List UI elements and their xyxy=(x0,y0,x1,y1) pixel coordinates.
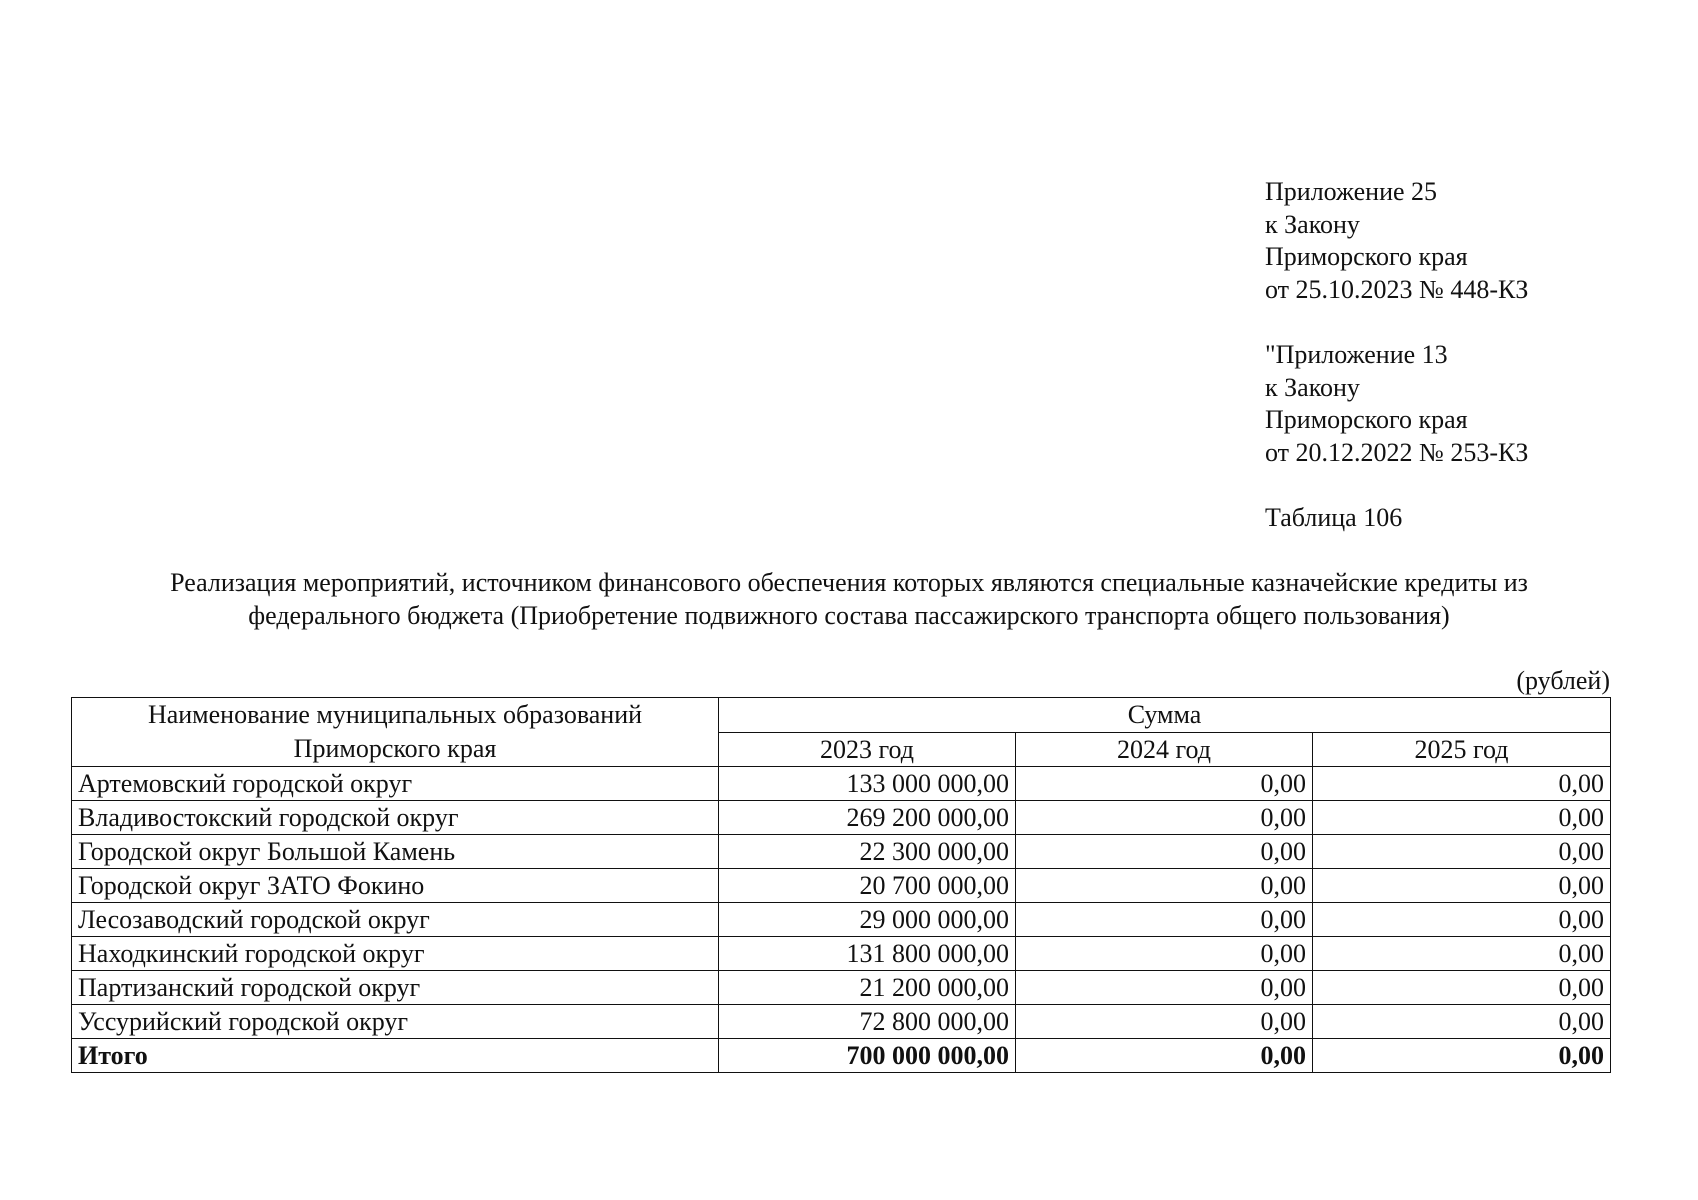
table-number: Таблица 106 xyxy=(1265,503,1403,532)
amount-2025: 0,00 xyxy=(1313,903,1611,937)
amendment-header-line: Приморского края xyxy=(1265,242,1468,271)
table-header-row xyxy=(72,698,1611,733)
table-row xyxy=(72,835,1611,869)
amendment-header-line: к Закону xyxy=(1265,209,1360,239)
table-row xyxy=(72,801,1611,835)
amount-2023: 22 300 000,00 xyxy=(719,835,1016,869)
amendment-header-line: Приложение 25 xyxy=(1265,177,1438,206)
table-row xyxy=(72,937,1611,971)
amount-2024: 0,00 xyxy=(1016,937,1313,971)
table-row xyxy=(72,971,1611,1005)
amount-2025: 0,00 xyxy=(1313,835,1611,869)
original-header-line: от 20.12.2022 № 253-КЗ xyxy=(1265,437,1529,467)
amount-2024: 0,00 xyxy=(1016,835,1313,869)
amount-2024: 0,00 xyxy=(1016,971,1313,1005)
municipality-header-line: Наименование муниципальных образований xyxy=(147,700,643,729)
amendment-header xyxy=(1265,176,1528,306)
table-row xyxy=(72,767,1611,801)
amount-2025: 0,00 xyxy=(1313,767,1611,801)
municipality-name: Лесозаводский городской округ xyxy=(72,903,719,937)
amount-2025: 0,00 xyxy=(1313,937,1611,971)
total-2024: 0,00 xyxy=(1016,1039,1313,1073)
amount-2025: 0,00 xyxy=(1313,801,1611,835)
document-title-line: федерального бюджета (Приобретение подвижного состава пассажирского транспорта общего пользования) xyxy=(248,601,1450,630)
document-title-line: Реализация мероприятий, источником финансового обеспечения которых являются специальные казначейские кредиты из xyxy=(170,568,1528,597)
total-2025: 0,00 xyxy=(1313,1039,1611,1073)
amount-2024: 0,00 xyxy=(1016,903,1313,937)
amount-2024: 0,00 xyxy=(1016,801,1313,835)
table-row xyxy=(72,1005,1611,1039)
amount-2023: 29 000 000,00 xyxy=(719,903,1016,937)
original-header-line: Приморского края xyxy=(1265,405,1468,434)
year-2024-header: 2024 год xyxy=(1016,732,1313,767)
total-2023: 700 000 000,00 xyxy=(719,1039,1016,1073)
municipality-name: Находкинский городской округ xyxy=(72,937,719,971)
amount-2025: 0,00 xyxy=(1313,869,1611,903)
municipality-name: Городской округ Большой Камень xyxy=(72,835,719,869)
amendment-header-line: от 25.10.2023 № 448-КЗ xyxy=(1265,274,1529,304)
sum-column-header: Сумма xyxy=(719,698,1611,733)
municipality-name: Владивостокский городской округ xyxy=(72,801,719,835)
amount-2025: 0,00 xyxy=(1313,1005,1611,1039)
municipality-name: Партизанский городской округ xyxy=(72,971,719,1005)
amount-2023: 131 800 000,00 xyxy=(719,937,1016,971)
municipality-column-header xyxy=(72,698,719,767)
total-row xyxy=(72,1039,1611,1073)
amount-2023: 21 200 000,00 xyxy=(719,971,1016,1005)
municipality-header-line: Приморского края xyxy=(293,734,497,763)
original-law-header xyxy=(1265,339,1528,469)
year-2025-header: 2025 год xyxy=(1313,732,1611,767)
document-title xyxy=(60,566,1638,632)
amount-2023: 20 700 000,00 xyxy=(719,869,1016,903)
municipality-name: Уссурийский городской округ xyxy=(72,1005,719,1039)
amount-2025: 0,00 xyxy=(1313,971,1611,1005)
amount-2024: 0,00 xyxy=(1016,869,1313,903)
table-row xyxy=(72,869,1611,903)
funding-table xyxy=(71,697,1611,1073)
municipality-name: Городской округ ЗАТО Фокино xyxy=(72,869,719,903)
municipality-name: Артемовский городской округ xyxy=(72,767,719,801)
table-row xyxy=(72,903,1611,937)
original-header-line: "Приложение 13 xyxy=(1265,340,1448,369)
total-label: Итого xyxy=(72,1039,719,1073)
amount-2023: 72 800 000,00 xyxy=(719,1005,1016,1039)
year-2023-header: 2023 год xyxy=(719,732,1016,767)
original-header-line: к Закону xyxy=(1265,372,1360,402)
amount-2023: 269 200 000,00 xyxy=(719,801,1016,835)
amount-2024: 0,00 xyxy=(1016,1005,1313,1039)
amount-2024: 0,00 xyxy=(1016,767,1313,801)
amount-2023: 133 000 000,00 xyxy=(719,767,1016,801)
units-label: (рублей) xyxy=(1516,666,1610,695)
